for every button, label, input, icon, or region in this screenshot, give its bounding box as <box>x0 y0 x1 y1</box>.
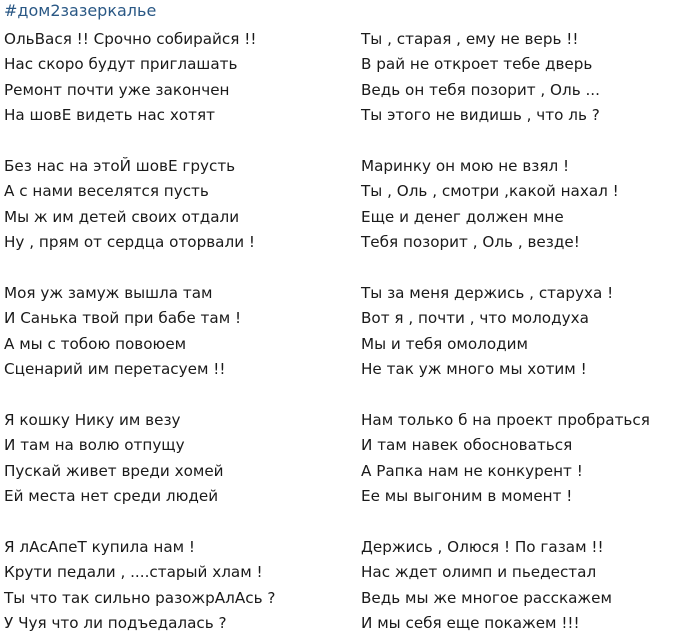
poem-line: И там навек обосноваться <box>361 436 573 455</box>
poem-line: И там на волю отпущу <box>4 436 185 455</box>
poem-line: Моя уж замуж вышла там <box>4 284 213 303</box>
stanza <box>4 281 275 383</box>
poem-column-left <box>4 27 275 637</box>
poem-line: Ведь он тебя позорит , Оль ... <box>361 80 600 99</box>
poem-line: Пускай живет вреди хомей <box>4 461 224 480</box>
poem-line: Ремонт почти уже закончен <box>4 80 230 99</box>
poem-line: ОльВася !! Срочно собирайся !! <box>4 30 257 48</box>
poem-line: Ты этого не видишь , что ль ? <box>361 106 600 125</box>
stanza <box>361 27 650 129</box>
stanza <box>4 154 275 256</box>
poem-line: Еще и денег должен мне <box>361 207 564 226</box>
stanza <box>361 535 650 637</box>
poem-line: Ведь мы же многое расскажем <box>361 588 612 607</box>
stanza-gap <box>4 383 275 408</box>
poem-line: Ты , Оль , смотри ,какой нахал ! <box>361 182 619 201</box>
poem-line: Держись , Олюся ! По газам !! <box>361 538 604 557</box>
hashtag-link[interactable]: #дом2зазеркалье <box>4 1 157 20</box>
poem-column-right <box>361 27 650 637</box>
poem-line: Маринку он мою не взял ! <box>361 157 570 176</box>
poem-line: А с нами веселятся пусть <box>4 182 209 201</box>
poem-line: Нам только б на проект пробраться <box>361 411 650 430</box>
poem-line: В рай не откроет тебе дверь <box>361 55 593 74</box>
stanza-gap <box>361 256 650 281</box>
stanza-gap <box>361 129 650 154</box>
stanza <box>361 154 650 256</box>
poem-line: Я кошку Нику им везу <box>4 411 181 430</box>
poem-line: Ну , прям от сердца оторвали ! <box>4 233 255 252</box>
stanza <box>4 408 275 510</box>
poem-line: Нас скоро будут приглашать <box>4 55 238 74</box>
poem-line: Я лАсАпеТ купила нам ! <box>4 538 196 557</box>
stanza <box>4 535 275 637</box>
poem-line: Тебя позорит , Оль , везде! <box>361 233 580 252</box>
poem-line: Крути педали , ....старый хлам ! <box>4 563 263 582</box>
poem-line: Ее мы выгоним в момент ! <box>361 487 573 506</box>
poem-line: Ты за меня держись , старуха ! <box>361 284 614 303</box>
poem-line: Нас ждет олимп и пьедестал <box>361 563 597 582</box>
poem-line: На шовЕ видеть нас хотят <box>4 106 215 125</box>
poem-line: Ты что так сильно разожрАлАсь ? <box>4 588 276 607</box>
stanza <box>4 27 275 129</box>
poem-line: Ты , старая , ему не верь !! <box>361 30 579 48</box>
poem-line: Мы и тебя омолодим <box>361 334 529 353</box>
poem-line: У Чуя что ли подъедалась ? <box>4 614 227 633</box>
poem-line: Сценарий им перетасуем !! <box>4 360 226 379</box>
poem-line: Ей места нет среди людей <box>4 487 219 506</box>
stanza-gap <box>4 129 275 154</box>
stanza <box>361 281 650 383</box>
stanza-gap <box>361 510 650 535</box>
poem-line: Мы ж им детей своих отдали <box>4 207 240 226</box>
poem-line: И мы себя еще покажем !!! <box>361 614 580 633</box>
poem-line: Вот я , почти , что молодуха <box>361 309 589 328</box>
poem-line: А мы с тобою повоюем <box>4 334 187 353</box>
stanza-gap <box>4 256 275 281</box>
poem-line: Не так уж много мы хотим ! <box>361 360 587 379</box>
poem-line: Без нас на этоЙ шовЕ грусть <box>4 157 236 176</box>
stanza-gap <box>4 510 275 535</box>
poem-line: А Рапка нам не конкурент ! <box>361 461 583 480</box>
stanza-gap <box>361 383 650 408</box>
poem-line: И Санька твой при бабе там ! <box>4 309 242 328</box>
stanza <box>361 408 650 510</box>
